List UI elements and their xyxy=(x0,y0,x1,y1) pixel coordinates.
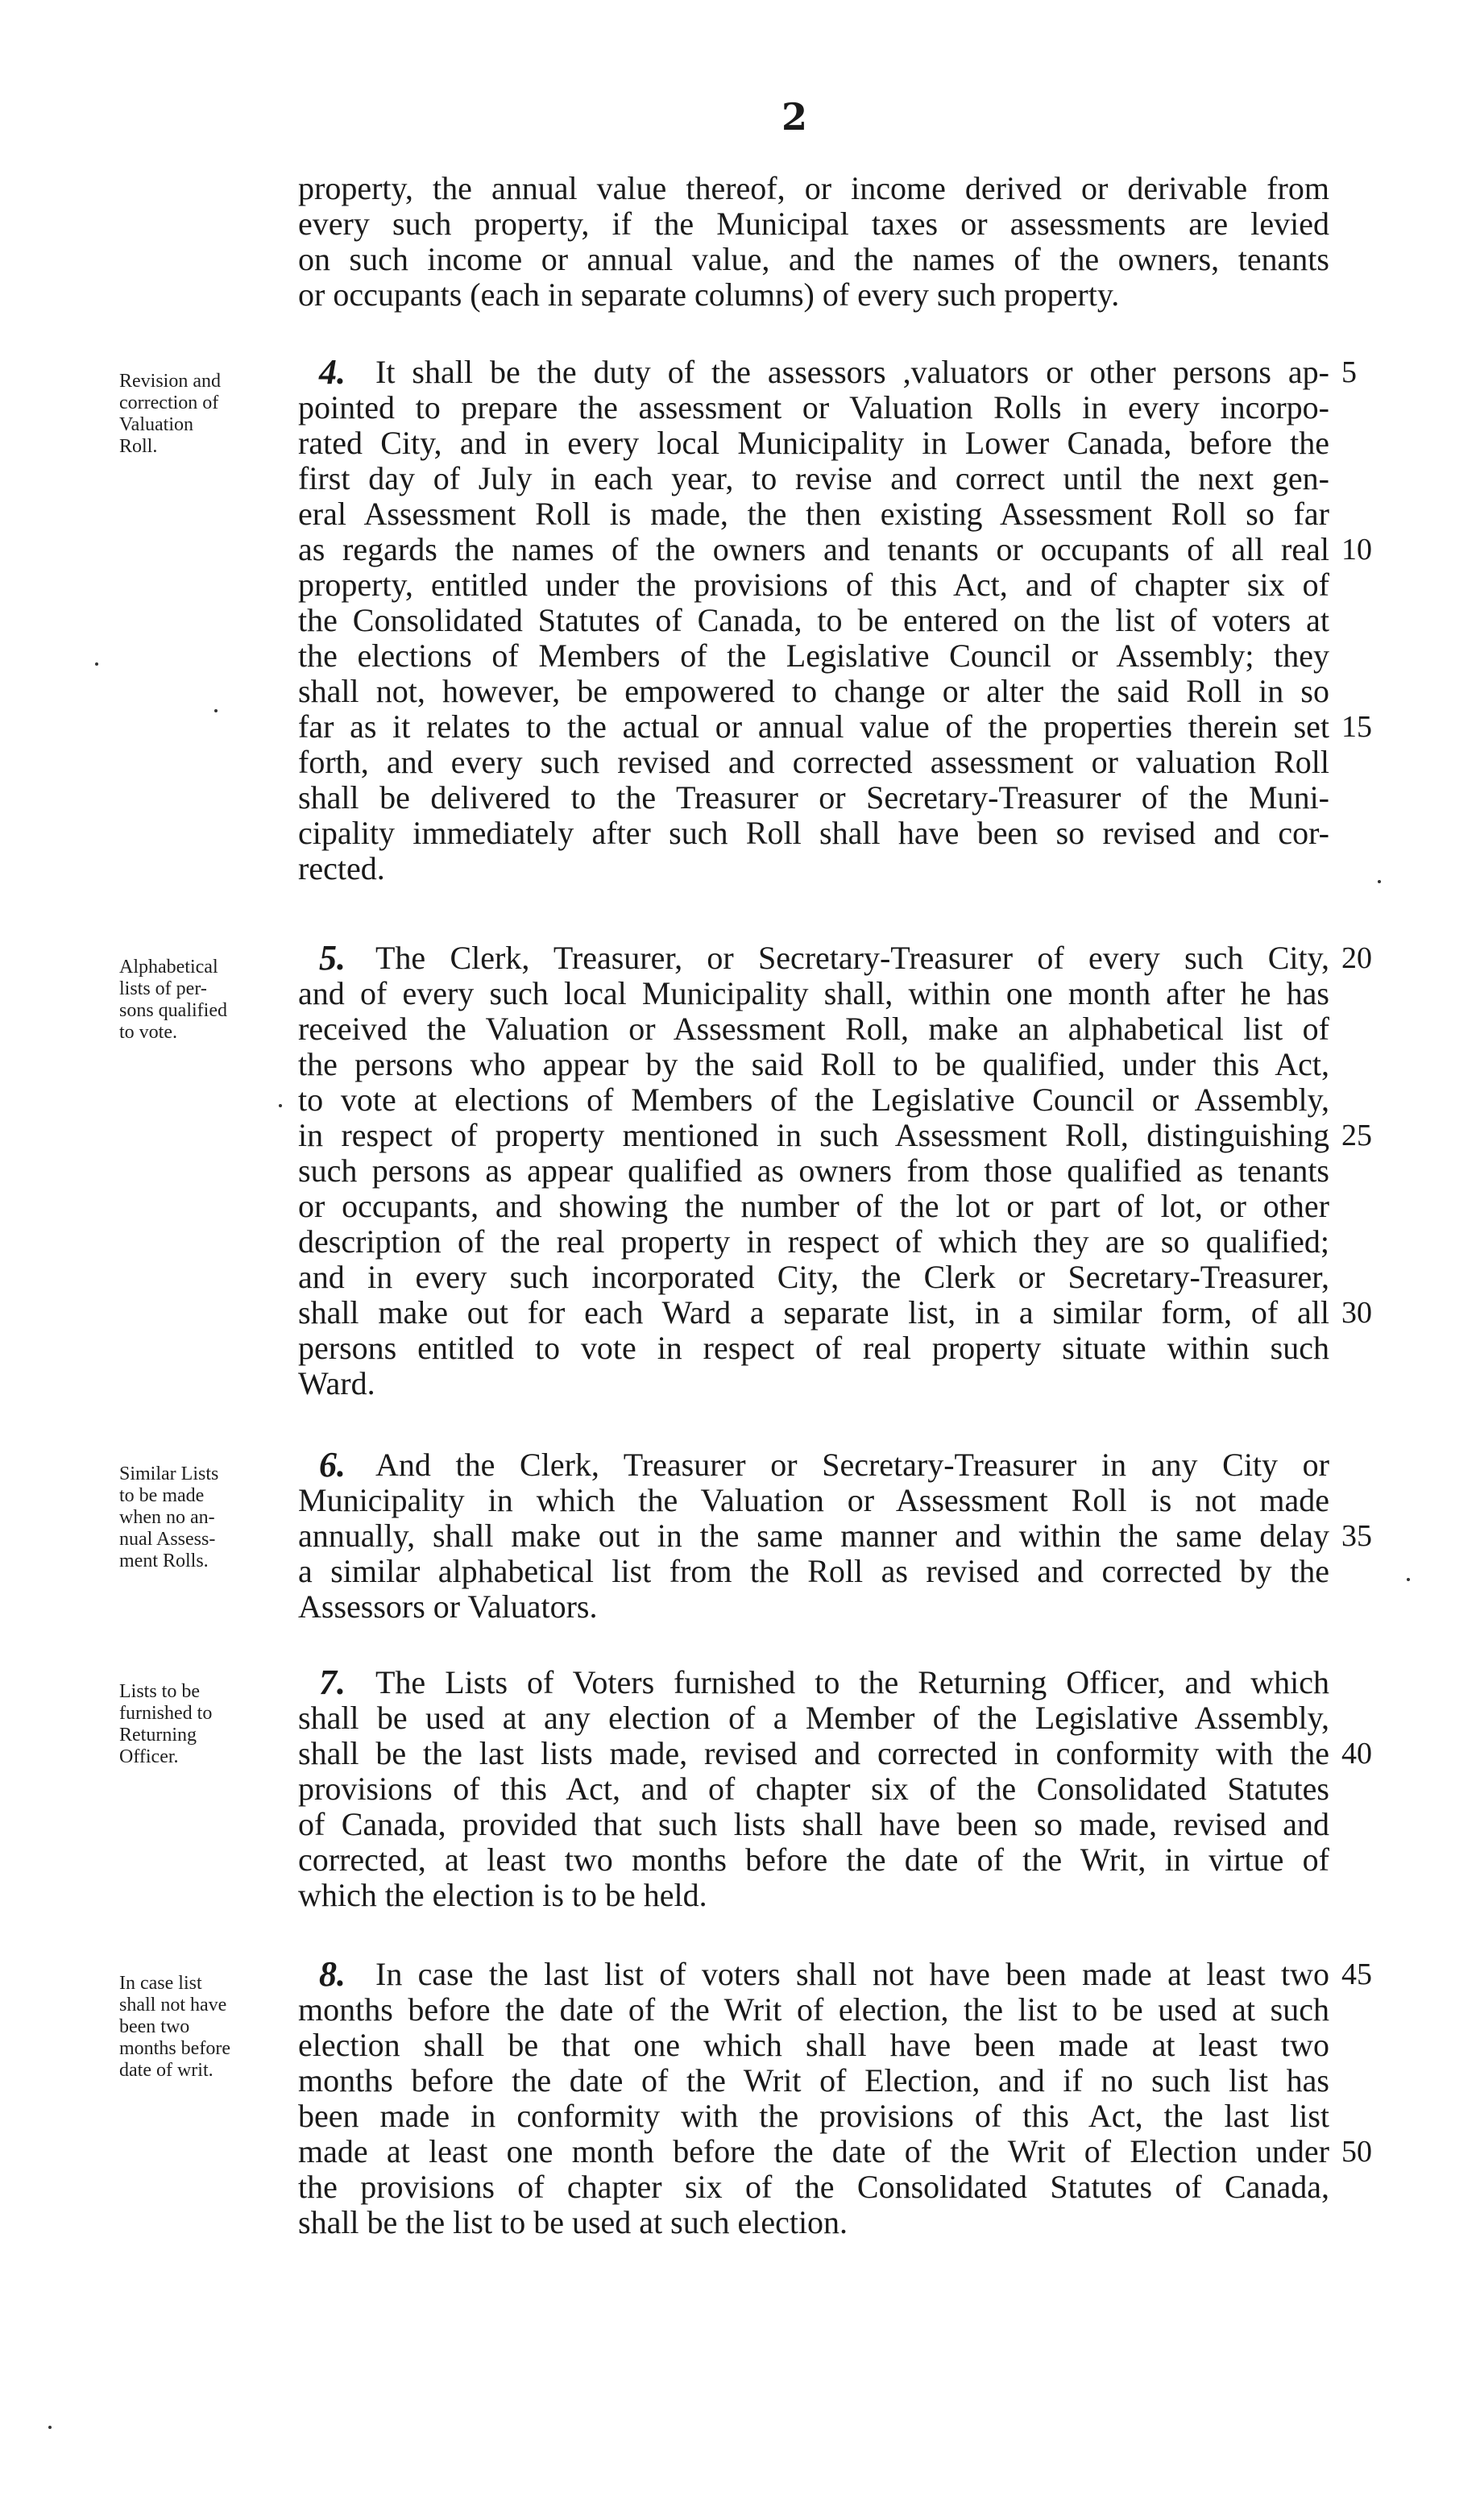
line-number: 30 xyxy=(1341,1296,1372,1330)
marginal-note-line: Returning xyxy=(119,1725,197,1746)
section-number: 8. xyxy=(319,1954,346,1994)
marginal-note-line: sons qualified xyxy=(119,1000,227,1021)
text-line: shall be used at any election of a Member of the Legislative Assembly, xyxy=(298,1700,1329,1736)
text-line: pointed to prepare the assessment or Valuation Rolls in every incorpo- xyxy=(298,389,1329,426)
text-line: and of every such local Municipality shall, within one month after he has xyxy=(298,975,1329,1011)
text-line: Municipality in which the Valuation or Assessment Roll is not made xyxy=(298,1482,1329,1518)
text-line: It shall be the duty of the assessors ,valuators or other persons ap- xyxy=(375,354,1329,390)
line-number: 50 xyxy=(1341,2135,1372,2169)
text-line: such persons as appear qualified as owners from those qualified as tenants xyxy=(298,1152,1329,1189)
marginal-note-line: Revision and xyxy=(119,371,221,392)
marginal-note-line: In case list xyxy=(119,1973,202,1994)
text-line: rected. xyxy=(298,850,385,886)
text-line: Assessors or Valuators. xyxy=(298,1588,598,1625)
text-line: which the election is to be held. xyxy=(298,1877,707,1913)
marginal-note-line: Roll. xyxy=(119,436,158,457)
text-line: months before the date of the Writ of election, the list to be used at such xyxy=(298,1991,1329,2028)
marginal-note-line: to vote. xyxy=(119,1022,177,1043)
marginal-note xyxy=(119,957,293,1044)
text-line: election shall be that one which shall have been made at least two xyxy=(298,2027,1329,2063)
text-line: the elections of Members of the Legislative Council or Assembly; they xyxy=(298,637,1329,674)
marginal-note-line: Officer. xyxy=(119,1746,179,1767)
line-number: 35 xyxy=(1341,1519,1372,1553)
marginal-note-line: shall not have xyxy=(119,1995,227,2016)
text-line: made at least one month before the date of the Writ of Election under xyxy=(298,2133,1329,2169)
section-number: 4. xyxy=(319,352,346,392)
text-line: received the Valuation or Assessment Roll, make an alphabetical list of xyxy=(298,1011,1329,1047)
text-line: annually, shall make out in the same manner and within the same delay xyxy=(298,1517,1329,1554)
text-line: the Consolidated Statutes of Canada, to be entered on the list of voters at xyxy=(298,602,1329,638)
text-line: The Lists of Voters furnished to the Returning Officer, and which xyxy=(375,1664,1329,1700)
marginal-note xyxy=(119,371,293,458)
line-number: 40 xyxy=(1341,1737,1372,1771)
scan-speck xyxy=(279,1104,282,1107)
text-line: Ward. xyxy=(298,1365,375,1401)
text-line: cipality immediately after such Roll shall have been so revised and cor- xyxy=(298,815,1329,851)
section-number: 7. xyxy=(319,1663,346,1702)
text-line: as regards the names of the owners and tenants or occupants of all real xyxy=(298,531,1329,567)
text-line: every such property, if the Municipal taxes or assessments are levied xyxy=(298,206,1329,242)
text-line: or occupants, and showing the number of the lot or part of lot, or other xyxy=(298,1188,1329,1224)
line-number: 10 xyxy=(1341,533,1372,567)
text-line: property, entitled under the provisions of this Act, and of chapter six of xyxy=(298,567,1329,603)
marginal-note-line: ment Rolls. xyxy=(119,1551,209,1571)
text-line: far as it relates to the actual or annual value of the properties therein set xyxy=(298,708,1329,745)
scan-speck xyxy=(48,2426,52,2429)
line-number: 45 xyxy=(1341,1957,1372,1991)
text-line: first day of July in each year, to revise and correct until the next gen- xyxy=(298,460,1329,496)
text-line: a similar alphabetical list from the Roll as revised and corrected by the xyxy=(298,1553,1329,1589)
text-line: the persons who appear by the said Roll to be qualified, under this Act, xyxy=(298,1046,1329,1082)
marginal-note-line: to be made xyxy=(119,1485,205,1506)
text-line: eral Assessment Roll is made, the then existing Assessment Roll so far xyxy=(298,496,1329,532)
marginal-note-line: correction of xyxy=(119,392,219,413)
marginal-note-line: nual Assess- xyxy=(119,1529,216,1550)
line-number: 20 xyxy=(1341,941,1372,975)
marginal-note-line: been two xyxy=(119,2016,190,2037)
text-line: shall be delivered to the Treasurer or Secretary-Treasurer of the Muni- xyxy=(298,779,1329,816)
text-line: of Canada, provided that such lists shall have been so made, revised and xyxy=(298,1806,1329,1842)
text-line: And the Clerk, Treasurer or Secretary-Treasurer in any City or xyxy=(375,1447,1329,1483)
text-line: forth, and every such revised and corrected assessment or valuation Roll xyxy=(298,744,1329,780)
line-number: 25 xyxy=(1341,1119,1372,1152)
text-line: provisions of this Act, and of chapter six of the Consolidated Statutes xyxy=(298,1771,1329,1807)
marginal-note-line: furnished to xyxy=(119,1703,213,1724)
text-line: in respect of property mentioned in such Assessment Roll, distinguishing xyxy=(298,1117,1329,1153)
text-line: or occupants (each in separate columns) of every such property. xyxy=(298,276,1120,313)
marginal-note-line: months before xyxy=(119,2038,230,2059)
marginal-note-line: date of writ. xyxy=(119,2060,214,2081)
line-number: 5 xyxy=(1341,355,1357,389)
marginal-note-line: Alphabetical xyxy=(119,957,218,978)
scan-speck xyxy=(214,709,218,712)
scan-speck xyxy=(95,662,98,666)
marginal-note xyxy=(119,1463,293,1572)
marginal-note-line: Lists to be xyxy=(119,1681,200,1702)
text-line: on such income or annual value, and the names of the owners, tenants xyxy=(298,241,1329,277)
page-number: 2 xyxy=(781,95,808,139)
text-line: persons entitled to vote in respect of real property situate within such xyxy=(298,1330,1329,1366)
text-line: property, the annual value thereof, or income derived or derivable from xyxy=(298,170,1329,206)
text-line: In case the last list of voters shall not have been made at least two xyxy=(375,1956,1329,1992)
text-line: shall be the last lists made, revised and corrected in conformity with the xyxy=(298,1735,1329,1771)
text-line: shall be the list to be used at such election. xyxy=(298,2204,848,2240)
section-number: 5. xyxy=(319,938,346,978)
text-line: and in every such incorporated City, the Clerk or Secretary-Treasurer, xyxy=(298,1259,1329,1295)
text-line: rated City, and in every local Municipality in Lower Canada, before the xyxy=(298,425,1329,461)
scan-speck xyxy=(1407,1578,1410,1581)
text-line: description of the real property in respect of which they are so qualified; xyxy=(298,1223,1329,1260)
scan-speck xyxy=(1378,880,1381,883)
text-line: months before the date of the Writ of Election, and if no such list has xyxy=(298,2062,1329,2099)
section-number: 6. xyxy=(319,1445,346,1484)
text-line: corrected, at least two months before the date of the Writ, in virtue of xyxy=(298,1841,1329,1878)
marginal-note xyxy=(119,1681,293,1768)
marginal-note-line: Valuation xyxy=(119,414,193,435)
marginal-note-line: lists of per- xyxy=(119,978,207,999)
text-line: to vote at elections of Members of the Legislative Council or Assembly, xyxy=(298,1081,1329,1118)
text-line: shall not, however, be empowered to change or alter the said Roll in so xyxy=(298,673,1329,709)
marginal-note xyxy=(119,1973,293,2082)
text-line: The Clerk, Treasurer, or Secretary-Treasurer of every such City, xyxy=(375,940,1329,976)
line-number: 15 xyxy=(1341,710,1372,744)
marginal-note-line: when no an- xyxy=(119,1507,215,1528)
text-line: been made in conformity with the provisions of this Act, the last list xyxy=(298,2098,1329,2134)
marginal-note-line: Similar Lists xyxy=(119,1463,219,1484)
text-line: shall make out for each Ward a separate list, in a similar form, of all xyxy=(298,1294,1329,1331)
text-line: the provisions of chapter six of the Consolidated Statutes of Canada, xyxy=(298,2169,1329,2205)
